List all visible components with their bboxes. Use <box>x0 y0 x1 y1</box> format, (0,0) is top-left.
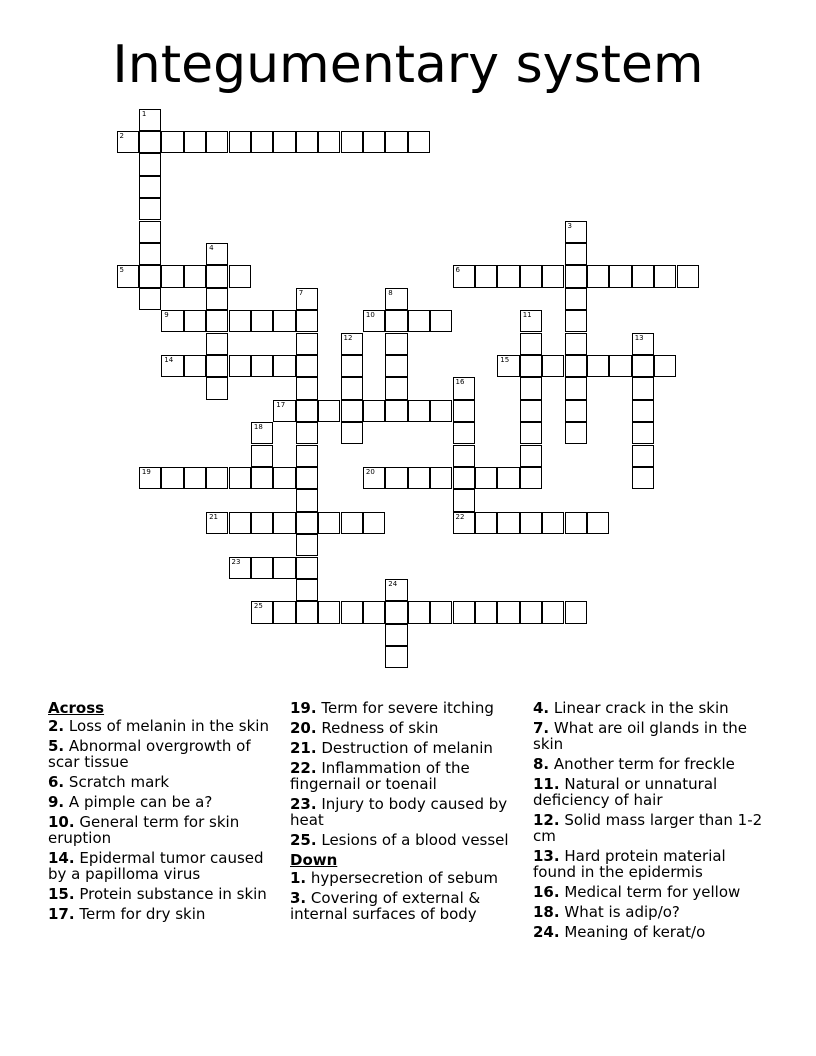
grid-cell[interactable] <box>341 333 363 355</box>
clue-item-text: Protein substance in skin <box>79 885 267 903</box>
grid-cell[interactable] <box>341 377 363 399</box>
grid-cell[interactable] <box>206 131 228 153</box>
grid-cell[interactable] <box>206 467 228 489</box>
grid-cell[interactable] <box>296 557 318 579</box>
clue-number: 11 <box>522 311 532 320</box>
grid-cell[interactable] <box>565 377 587 399</box>
clue-item-text: Another term for freckle <box>553 755 735 773</box>
grid-cell[interactable] <box>520 310 542 332</box>
clue-item-number: 12. <box>533 811 560 829</box>
clue-number: 21 <box>209 512 219 521</box>
clue-item-number: 23. <box>290 795 317 813</box>
clue-item-text: Covering of external & internal surfaces of body <box>290 889 481 923</box>
grid-cell[interactable] <box>453 422 475 444</box>
clue-item-number: 19. <box>290 699 317 717</box>
grid-cell[interactable] <box>341 512 363 534</box>
grid-cell[interactable] <box>609 265 631 287</box>
clue-item-text: Destruction of melanin <box>321 739 493 757</box>
grid-cell[interactable] <box>184 131 206 153</box>
grid-cell[interactable] <box>654 265 676 287</box>
clue-item-number: 5. <box>48 737 65 755</box>
clue-item-text: Epidermal tumor caused by a papilloma virus <box>48 849 264 883</box>
grid-cell[interactable] <box>520 445 542 467</box>
clue-item <box>290 700 522 716</box>
grid-cell[interactable] <box>385 355 407 377</box>
grid-cell[interactable] <box>609 355 631 377</box>
clue-number: 22 <box>455 512 465 521</box>
grid-cell[interactable] <box>229 355 251 377</box>
clue-item-number: 22. <box>290 759 317 777</box>
grid-cell[interactable] <box>229 467 251 489</box>
grid-cell[interactable] <box>251 601 273 623</box>
grid-cell[interactable] <box>139 131 161 153</box>
clue-item <box>533 924 768 940</box>
grid-cell[interactable] <box>273 131 295 153</box>
clue-item <box>48 814 278 846</box>
grid-cell[interactable] <box>296 333 318 355</box>
grid-cell[interactable] <box>385 579 407 601</box>
grid-cell[interactable] <box>296 601 318 623</box>
clue-item <box>48 718 278 734</box>
grid-cell[interactable] <box>363 400 385 422</box>
grid-cell[interactable] <box>296 355 318 377</box>
grid-cell[interactable] <box>497 512 519 534</box>
grid-cell[interactable] <box>654 355 676 377</box>
clue-item-text: Scratch mark <box>68 773 170 791</box>
clue-item <box>48 738 278 770</box>
clue-item <box>533 700 768 716</box>
clue-item-number: 21. <box>290 739 317 757</box>
grid-cell[interactable] <box>363 467 385 489</box>
clue-column-1 <box>48 700 278 926</box>
grid-cell[interactable] <box>161 467 183 489</box>
grid-cell[interactable] <box>206 512 228 534</box>
grid-cell[interactable] <box>139 176 161 198</box>
clue-number: 10 <box>365 311 375 320</box>
clue-item <box>290 796 522 828</box>
clue-item-text: Inflammation of the fingernail or toenail <box>290 759 470 793</box>
grid-cell[interactable] <box>341 355 363 377</box>
clue-item <box>290 832 522 848</box>
grid-cell[interactable] <box>565 333 587 355</box>
grid-cell[interactable] <box>453 467 475 489</box>
grid-cell[interactable] <box>251 310 273 332</box>
grid-cell[interactable] <box>497 601 519 623</box>
grid-cell[interactable] <box>475 467 497 489</box>
clue-number: 13 <box>634 333 644 342</box>
clue-item-text: What is adip/o? <box>564 903 680 921</box>
clue-item-number: 11. <box>533 775 560 793</box>
clue-item <box>533 756 768 772</box>
grid-cell[interactable] <box>363 131 385 153</box>
grid-cell[interactable] <box>565 355 587 377</box>
grid-cell[interactable] <box>296 400 318 422</box>
grid-cell[interactable] <box>632 333 654 355</box>
clue-item-text: Linear crack in the skin <box>553 699 729 717</box>
grid-cell[interactable] <box>296 131 318 153</box>
grid-cell[interactable] <box>229 512 251 534</box>
grid-cell[interactable] <box>385 467 407 489</box>
clue-item-text: What are oil glands in the skin <box>533 719 747 753</box>
grid-cell[interactable] <box>161 265 183 287</box>
grid-cell[interactable] <box>296 288 318 310</box>
clue-number: 15 <box>500 355 510 364</box>
grid-cell[interactable] <box>385 400 407 422</box>
clue-item <box>290 720 522 736</box>
grid-cell[interactable] <box>542 265 564 287</box>
clue-number: 18 <box>253 423 263 432</box>
grid-cell[interactable] <box>363 310 385 332</box>
grid-cell[interactable] <box>139 467 161 489</box>
grid-cell[interactable] <box>363 601 385 623</box>
clue-item-text: Natural or unnatural deficiency of hair <box>533 775 718 809</box>
grid-cell[interactable] <box>453 445 475 467</box>
grid-cell[interactable] <box>296 512 318 534</box>
grid-cell[interactable] <box>520 377 542 399</box>
grid-cell[interactable] <box>139 221 161 243</box>
grid-cell[interactable] <box>565 400 587 422</box>
grid-cell[interactable] <box>453 489 475 511</box>
grid-cell[interactable] <box>117 131 139 153</box>
clue-number: 1 <box>141 109 147 118</box>
clue-item <box>48 886 278 902</box>
grid-cell[interactable] <box>475 265 497 287</box>
clue-item <box>48 850 278 882</box>
grid-cell[interactable] <box>229 310 251 332</box>
grid-cell[interactable] <box>408 131 430 153</box>
grid-cell[interactable] <box>453 377 475 399</box>
clue-item-number: 17. <box>48 905 75 923</box>
clue-item-text: Loss of melanin in the skin <box>68 717 269 735</box>
grid-cell[interactable] <box>565 601 587 623</box>
grid-cell[interactable] <box>587 512 609 534</box>
grid-cell[interactable] <box>251 467 273 489</box>
clue-item <box>48 794 278 810</box>
clue-item-text: A pimple can be a? <box>68 793 213 811</box>
grid-cell[interactable] <box>341 131 363 153</box>
grid-cell[interactable] <box>161 310 183 332</box>
grid-cell[interactable] <box>385 624 407 646</box>
clue-item-text: Term for severe itching <box>321 699 494 717</box>
grid-cell[interactable] <box>273 355 295 377</box>
grid-cell[interactable] <box>632 355 654 377</box>
grid-cell[interactable] <box>385 646 407 668</box>
clue-item-text: Medical term for yellow <box>564 883 741 901</box>
grid-cell[interactable] <box>520 467 542 489</box>
clue-number: 6 <box>455 266 460 275</box>
clue-item-text: Meaning of kerat/o <box>564 923 706 941</box>
clue-item-number: 14. <box>48 849 75 867</box>
grid-cell[interactable] <box>139 243 161 265</box>
clue-item-number: 10. <box>48 813 75 831</box>
grid-cell[interactable] <box>520 355 542 377</box>
grid-cell[interactable] <box>229 265 251 287</box>
clue-item-number: 16. <box>533 883 560 901</box>
clue-item-number: 24. <box>533 923 560 941</box>
clue-number: 24 <box>388 579 398 588</box>
grid-cell[interactable] <box>453 512 475 534</box>
grid-cell[interactable] <box>251 557 273 579</box>
grid-cell[interactable] <box>161 355 183 377</box>
grid-cell[interactable] <box>296 489 318 511</box>
grid-cell[interactable] <box>139 265 161 287</box>
grid-cell[interactable] <box>296 534 318 556</box>
grid-cell[interactable] <box>520 601 542 623</box>
grid-cell[interactable] <box>497 265 519 287</box>
grid-cell[interactable] <box>296 579 318 601</box>
grid-cell[interactable] <box>139 153 161 175</box>
clue-item-text: Term for dry skin <box>79 905 206 923</box>
grid-cell[interactable] <box>520 265 542 287</box>
grid-cell[interactable] <box>520 422 542 444</box>
grid-cell[interactable] <box>587 355 609 377</box>
grid-cell[interactable] <box>296 377 318 399</box>
clue-item <box>533 776 768 808</box>
grid-cell[interactable] <box>296 422 318 444</box>
clue-item <box>533 884 768 900</box>
grid-cell[interactable] <box>453 601 475 623</box>
grid-cell[interactable] <box>430 467 452 489</box>
grid-cell[interactable] <box>565 243 587 265</box>
grid-cell[interactable] <box>542 601 564 623</box>
clue-item-number: 13. <box>533 847 560 865</box>
grid-cell[interactable] <box>273 310 295 332</box>
clue-item-number: 7. <box>533 719 550 737</box>
grid-cell[interactable] <box>385 131 407 153</box>
clue-item <box>48 774 278 790</box>
clue-heading: Down <box>290 851 338 869</box>
clue-item-text: Solid mass larger than 1-2 cm <box>533 811 763 845</box>
grid-cell[interactable] <box>117 265 139 287</box>
grid-cell[interactable] <box>318 131 340 153</box>
clue-item <box>533 720 768 752</box>
clue-number: 19 <box>141 467 151 476</box>
grid-cell[interactable] <box>632 422 654 444</box>
grid-cell[interactable] <box>542 512 564 534</box>
grid-cell[interactable] <box>385 333 407 355</box>
grid-cell[interactable] <box>385 288 407 310</box>
grid-cell[interactable] <box>296 445 318 467</box>
page-title: Integumentary system <box>112 35 704 95</box>
clue-item <box>533 904 768 920</box>
clue-item-number: 20. <box>290 719 317 737</box>
grid-cell[interactable] <box>453 265 475 287</box>
grid-cell[interactable] <box>139 109 161 131</box>
clue-item-number: 1. <box>290 869 307 887</box>
grid-cell[interactable] <box>251 355 273 377</box>
clue-number: 17 <box>276 400 286 409</box>
clue-item-number: 2. <box>48 717 65 735</box>
grid-cell[interactable] <box>408 467 430 489</box>
clue-item-number: 18. <box>533 903 560 921</box>
grid-cell[interactable] <box>587 265 609 287</box>
grid-cell[interactable] <box>251 445 273 467</box>
grid-cell[interactable] <box>318 400 340 422</box>
clue-number: 23 <box>231 557 241 566</box>
clue-number: 3 <box>567 221 572 230</box>
grid-cell[interactable] <box>318 512 340 534</box>
grid-cell[interactable] <box>497 355 519 377</box>
clue-item-number: 15. <box>48 885 75 903</box>
clue-item <box>290 760 522 792</box>
grid-cell[interactable] <box>206 355 228 377</box>
clue-number: 9 <box>164 311 169 320</box>
grid-cell[interactable] <box>565 512 587 534</box>
clue-item-text: Injury to body caused by heat <box>290 795 508 829</box>
grid-cell[interactable] <box>385 377 407 399</box>
grid-cell[interactable] <box>520 512 542 534</box>
grid-cell[interactable] <box>251 422 273 444</box>
grid-cell[interactable] <box>497 467 519 489</box>
grid-cell[interactable] <box>385 601 407 623</box>
clue-number: 4 <box>209 243 214 252</box>
grid-cell[interactable] <box>206 288 228 310</box>
grid-cell[interactable] <box>565 221 587 243</box>
grid-cell[interactable] <box>341 400 363 422</box>
grid-cell[interactable] <box>273 467 295 489</box>
grid-cell[interactable] <box>273 400 295 422</box>
grid-cell[interactable] <box>453 400 475 422</box>
clue-number: 8 <box>388 288 393 297</box>
clue-number: 7 <box>298 288 304 297</box>
grid-cell[interactable] <box>206 333 228 355</box>
clue-number: 12 <box>343 333 353 342</box>
grid-cell[interactable] <box>565 288 587 310</box>
grid-cell[interactable] <box>632 445 654 467</box>
grid-cell[interactable] <box>139 198 161 220</box>
clue-number: 14 <box>164 355 174 364</box>
grid-cell[interactable] <box>184 310 206 332</box>
clue-item <box>48 906 278 922</box>
clue-item <box>290 890 522 922</box>
grid-cell[interactable] <box>251 512 273 534</box>
clue-column-2 <box>290 700 522 926</box>
grid-cell[interactable] <box>184 265 206 287</box>
clue-item-text: Hard protein material found in the epidermis <box>533 847 726 881</box>
grid-cell[interactable] <box>475 601 497 623</box>
clue-item-number: 3. <box>290 889 307 907</box>
grid-cell[interactable] <box>206 377 228 399</box>
clue-item-text: Redness of skin <box>321 719 439 737</box>
grid-cell[interactable] <box>363 512 385 534</box>
grid-cell[interactable] <box>632 400 654 422</box>
grid-cell[interactable] <box>408 310 430 332</box>
grid-cell[interactable] <box>385 310 407 332</box>
grid-cell[interactable] <box>273 512 295 534</box>
clue-item-number: 25. <box>290 831 317 849</box>
clue-number: 5 <box>119 266 124 275</box>
clue-number: 25 <box>253 602 263 611</box>
grid-cell[interactable] <box>341 422 363 444</box>
grid-cell[interactable] <box>565 422 587 444</box>
grid-cell[interactable] <box>632 467 654 489</box>
clue-number: 16 <box>455 378 465 387</box>
grid-cell[interactable] <box>184 355 206 377</box>
grid-cell[interactable] <box>318 601 340 623</box>
clue-item-text: Abnormal overgrowth of scar tissue <box>48 737 251 771</box>
grid-cell[interactable] <box>520 333 542 355</box>
clue-number: 20 <box>365 467 375 476</box>
clue-item <box>533 848 768 880</box>
clue-heading: Across <box>48 699 105 717</box>
grid-cell[interactable] <box>206 310 228 332</box>
clue-item-number: 4. <box>533 699 550 717</box>
grid-cell[interactable] <box>184 467 206 489</box>
clue-item-number: 9. <box>48 793 65 811</box>
clue-item <box>290 870 522 886</box>
grid-cell[interactable] <box>542 355 564 377</box>
grid-cell[interactable] <box>273 601 295 623</box>
grid-cell[interactable] <box>408 601 430 623</box>
clue-item <box>290 740 522 756</box>
grid-cell[interactable] <box>341 601 363 623</box>
clue-item-text: Lesions of a blood vessel <box>321 831 509 849</box>
grid-cell[interactable] <box>520 400 542 422</box>
grid-cell[interactable] <box>273 557 295 579</box>
grid-cell[interactable] <box>206 265 228 287</box>
grid-cell[interactable] <box>296 467 318 489</box>
grid-cell[interactable] <box>430 400 452 422</box>
grid-cell[interactable] <box>161 131 183 153</box>
grid-cell[interactable] <box>251 131 273 153</box>
grid-cell[interactable] <box>139 288 161 310</box>
clue-item <box>533 812 768 844</box>
grid-cell[interactable] <box>206 243 228 265</box>
clue-item-text: General term for skin eruption <box>48 813 240 847</box>
clue-item-number: 6. <box>48 773 65 791</box>
grid-cell[interactable] <box>475 512 497 534</box>
clue-item-text: hypersecretion of sebum <box>310 869 498 887</box>
clue-column-3 <box>533 700 768 944</box>
grid-cell[interactable] <box>430 310 452 332</box>
grid-cell[interactable] <box>296 310 318 332</box>
grid-cell[interactable] <box>632 377 654 399</box>
grid-cell[interactable] <box>677 265 699 287</box>
grid-cell[interactable] <box>565 310 587 332</box>
grid-cell[interactable] <box>229 131 251 153</box>
grid-cell[interactable] <box>565 265 587 287</box>
clue-item-number: 8. <box>533 755 550 773</box>
grid-cell[interactable] <box>430 601 452 623</box>
clue-number: 2 <box>119 131 124 140</box>
grid-cell[interactable] <box>408 400 430 422</box>
grid-cell[interactable] <box>632 265 654 287</box>
grid-cell[interactable] <box>229 557 251 579</box>
